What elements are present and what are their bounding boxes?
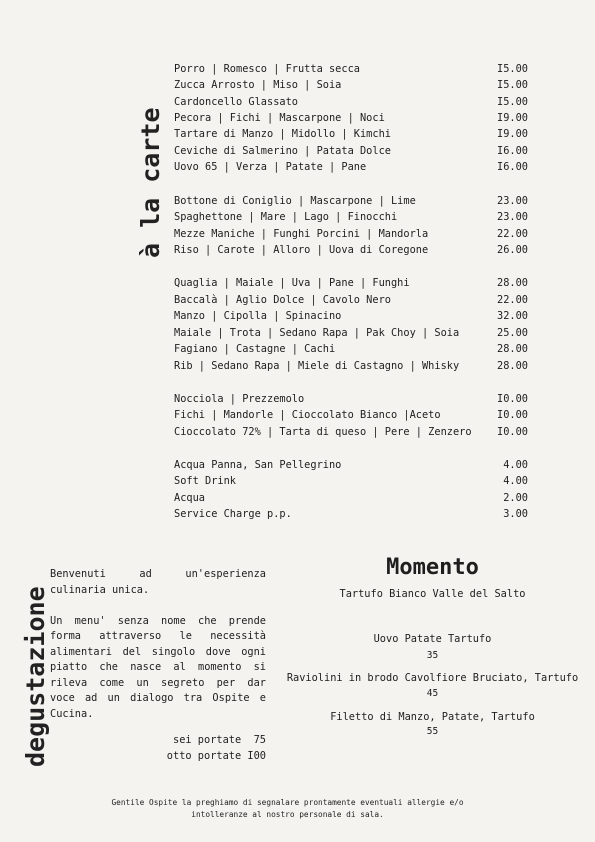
dish-name: Fagiano | Castagne | Cachi <box>174 343 336 355</box>
dish-name: Acqua Panna, San Pellegrino <box>174 459 342 471</box>
dish-name: Manzo | Cipolla | Spinacino <box>174 310 342 322</box>
menu-item <box>174 275 528 291</box>
alacarte-title: à la carte <box>136 107 165 258</box>
dish-price: I0.00 <box>497 393 528 405</box>
menu-item <box>174 424 528 440</box>
menu-item <box>174 506 528 522</box>
dish-name: Maiale | Trota | Sedano Rapa | Pak Choy | Soia <box>174 327 460 339</box>
dish-name: Rib | Sedano Rapa | Miele di Castagno | Whisky <box>174 360 460 372</box>
dish-name: Ceviche di Salmerino | Patata Dolce <box>174 145 391 157</box>
dish-name: Mezze Maniche | Funghi Porcini | Mandorla <box>174 228 429 240</box>
dish-price: I5.00 <box>497 96 528 108</box>
allergy-notice-line: intolleranze al nostro personale di sala. <box>191 810 384 819</box>
menu-item <box>174 209 528 225</box>
dish-name: Porro | Romesco | Frutta secca <box>174 63 360 75</box>
menu-item <box>174 490 528 506</box>
dish-name: Acqua <box>174 492 205 504</box>
momento-dish-name: Uovo Patate Tartufo <box>373 633 492 645</box>
dish-name: Tartare di Manzo | Midollo | Kimchi <box>174 128 391 140</box>
dish-price: 26.00 <box>497 244 528 256</box>
dish-price: 28.00 <box>497 277 528 289</box>
dish-name: Quaglia | Maiale | Uva | Pane | Funghi <box>174 277 410 289</box>
dish-name: Service Charge p.p. <box>174 508 292 520</box>
dish-price: I5.00 <box>497 63 528 75</box>
dish-price: I5.00 <box>497 79 528 91</box>
menu-item <box>174 61 528 77</box>
menu-item <box>174 94 528 110</box>
menu-item <box>174 308 528 324</box>
menu-item <box>174 407 528 423</box>
dish-name: Soft Drink <box>174 475 236 487</box>
menu-item <box>174 126 528 142</box>
dish-name: Riso | Carote | Alloro | Uova di Coregone <box>174 244 429 256</box>
allergy-notice-line: Gentile Ospite la preghiamo di segnalare prontamente eventuali allergie e/o <box>111 798 464 807</box>
momento-dish-name: Filetto di Manzo, Patate, Tartufo <box>330 711 535 723</box>
menu-item <box>174 110 528 126</box>
dish-price: 2.00 <box>503 492 528 504</box>
dish-price: I9.00 <box>497 112 528 124</box>
dish-price: 4.00 <box>503 459 528 471</box>
dish-name: Nocciola | Prezzemolo <box>174 393 305 405</box>
dish-name: Cioccolato 72% | Tarta di queso | Pere | Zenzero <box>174 426 472 438</box>
dish-price: 23.00 <box>497 195 528 207</box>
dish-price: 23.00 <box>497 211 528 223</box>
sei-portate-price: sei portate 75 <box>173 734 266 746</box>
dish-price: I6.00 <box>497 145 528 157</box>
dish-price: 4.00 <box>503 475 528 487</box>
dish-price: 22.00 <box>497 228 528 240</box>
dish-name: Fichi | Mandorle | Cioccolato Bianco |Aceto <box>174 409 441 421</box>
momento-subtitle: Tartufo Bianco Valle del Salto <box>339 588 526 600</box>
menu-item <box>174 325 528 341</box>
degustazione-title: degustazione <box>21 586 50 767</box>
dish-name: Cardoncello Glassato <box>174 96 298 108</box>
menu-item <box>174 391 528 407</box>
dish-price: I9.00 <box>497 128 528 140</box>
dish-price: 3.00 <box>503 508 528 520</box>
momento-dish-price: 35 <box>426 650 439 661</box>
menu-item <box>174 457 528 473</box>
dish-name: Bottone di Coniglio | Mascarpone | Lime <box>174 195 416 207</box>
degustazione-intro <box>50 567 266 722</box>
dish-price: 22.00 <box>497 294 528 306</box>
dish-price: 28.00 <box>497 360 528 372</box>
menu-item <box>174 143 528 159</box>
dish-price: I0.00 <box>497 426 528 438</box>
momento-dish-price: 45 <box>426 688 439 699</box>
menu-item <box>174 242 528 258</box>
menu-item <box>174 341 528 357</box>
dish-name: Pecora | Fichi | Mascarpone | Noci <box>174 112 385 124</box>
dish-name: Zucca Arrosto | Miso | Soia <box>174 79 342 91</box>
menu-item <box>174 159 528 175</box>
allergy-notice <box>80 797 495 821</box>
dish-name: Uovo 65 | Verza | Patate | Pane <box>174 161 367 173</box>
dish-price: I6.00 <box>497 161 528 173</box>
dish-name: Baccalà | Aglio Dolce | Cavolo Nero <box>174 294 391 306</box>
menu-item <box>174 358 528 374</box>
momento-dish-name: Raviolini in brodo Cavolfiore Bruciato, Tartufo <box>286 672 579 684</box>
menu-item <box>174 193 528 209</box>
momento-dish-price: 55 <box>426 726 439 737</box>
menu-item <box>174 77 528 93</box>
menu-item <box>174 292 528 308</box>
dish-price: 25.00 <box>497 327 528 339</box>
menu-item <box>174 226 528 242</box>
dish-price: 28.00 <box>497 343 528 355</box>
dish-name: Spaghettone | Mare | Lago | Finocchi <box>174 211 398 223</box>
dish-price: I0.00 <box>497 409 528 421</box>
intro-paragraph: Un menu' senza nome che prende forma attraverso le necessità alimentari del singolo dove ogni piatto che nasce al momento si rileva come un segreto per dar voce ad un dialogo tra Ospite e Cucina. <box>50 614 266 720</box>
menu-item <box>174 473 528 489</box>
intro-paragraph: Benvenuti ad un'esperienza culinaria unica. <box>50 568 266 596</box>
dish-price: 32.00 <box>497 310 528 322</box>
momento-title: Momento <box>386 555 479 580</box>
otto-portate-price: otto portate I00 <box>166 750 266 762</box>
